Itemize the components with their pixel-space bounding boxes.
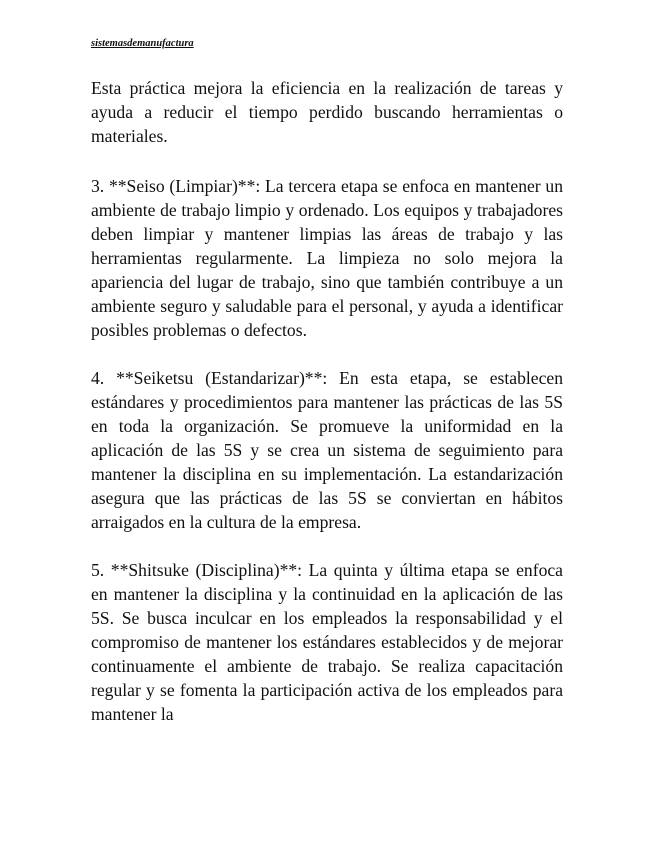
page-header: sistemasdemanufactura bbox=[91, 38, 194, 49]
paragraph-intro: Esta práctica mejora la eficiencia en la realización de tareas y ayuda a reducir el tiempo perdido buscando herramientas o materiales. bbox=[91, 78, 563, 146]
paragraph-seiketsu: 4. **Seiketsu (Estandarizar)**: En esta etapa, se establecen estándares y procedimientos para mantener las prácticas de las 5S en toda la organización. Se promueve la uniformidad en la aplicación de las 5S y se crea un sistema de seguimiento para mantener la disciplina en su implementación. La estandarización asegura que las prácticas de las 5S se conviertan en hábitos arraigados en la cultura de la empresa. bbox=[91, 368, 563, 532]
paragraph-shitsuke: 5. **Shitsuke (Disciplina)**: La quinta y última etapa se enfoca en mantener la disciplina y la continuidad en la aplicación de las 5S. Se busca inculcar en los empleados la responsabilidad y el compromiso de mantener los estándares establecidos y de mejorar continuamente el ambiente de trabajo. Se realiza capacitación regular y se fomenta la participación activa de los empleados para mantener la bbox=[91, 560, 563, 724]
paragraph-seiso: 3. **Seiso (Limpiar)**: La tercera etapa se enfoca en mantener un ambiente de trabajo limpio y ordenado. Los equipos y trabajadores deben limpiar y mantener limpias las áreas de trabajo y las herramientas regularmente. La limpieza no solo mejora la apariencia del lugar de trabajo, sino que también contribuye a un ambiente seguro y saludable para el personal, y ayuda a identificar posibles problemas o defectos. bbox=[91, 176, 563, 340]
document-body bbox=[91, 76, 563, 726]
